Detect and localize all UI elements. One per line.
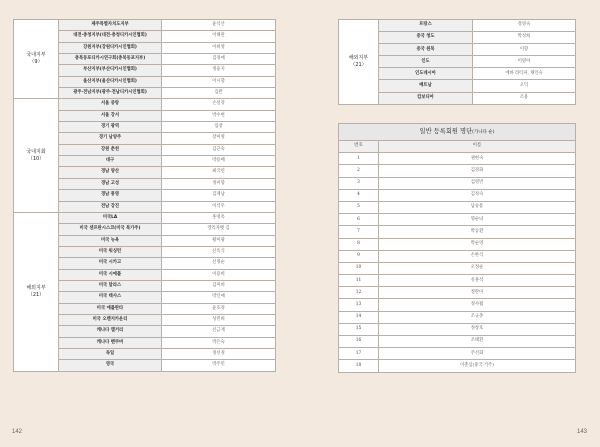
branch-name: 부산지부(부산디카시인협회) [59,65,162,76]
branch-head-name: 오덕 [473,80,576,92]
page-number-right: 143 [576,429,587,435]
table-row [339,336,576,348]
branch-name: 미국 워싱턴 [59,246,162,257]
page-number-left: 142 [12,429,23,435]
branch-name: 독일 [59,348,162,359]
column-header-number: 번호 [339,141,379,153]
branch-name: 캄보디아 [379,92,473,104]
member-name: 조태환 [379,336,576,348]
group-label: 해외지부 （21） [14,212,59,371]
overseas-branch-table [338,19,576,105]
branch-name: 베트남 [379,80,473,92]
branch-name: 미국 오렌지카운티 [59,314,162,325]
branch-head-name: 신금재 [162,326,276,337]
branch-head-name: 장미영 [162,133,276,144]
branch-name: 영국 [59,360,162,371]
branch-head-name: 이희영 [162,42,276,53]
table-row [339,177,576,189]
branch-name: 미국 시카고 [59,258,162,269]
member-name: 유홍석 [379,275,576,287]
branch-head-name: 정선경 [162,348,276,359]
branch-name: 미국 애틀란타 [59,303,162,314]
branch-name: 강원 춘천 [59,144,162,155]
member-name: 김경화 [379,165,576,177]
table-row [339,238,576,250]
table-row [339,299,576,311]
branch-name: 경남 통영 [59,190,162,201]
member-number: 13 [339,299,379,311]
branch-name: 미국 뉴욕 [59,235,162,246]
member-name: 조규춘 [379,311,576,323]
general-members-table [338,123,576,373]
branch-name: 경남 양산 [59,167,162,178]
member-name: 권현숙 [379,153,576,165]
table-row [339,153,576,165]
branch-head-name: 황미광 [162,235,276,246]
member-name: 정창호 [379,323,576,335]
branch-head-name: 조용 [473,92,576,104]
table-row [14,212,276,223]
branch-name: 전남 강진 [59,201,162,212]
general-members-subtitle: (가나다 순) [472,129,495,135]
branch-head-name: 강영숙 [473,20,576,32]
branch-head-name: 성민희 [162,314,276,325]
branch-name: 중국 청도 [379,32,473,44]
member-number: 3 [339,177,379,189]
branch-head-name: 정윤지 [162,65,276,76]
branch-head-name: 임창 [162,122,276,133]
branch-name: 대전·충청지부(대전·충청디카시인협회) [59,31,162,42]
column-header-name: 이름 [379,141,576,153]
table-row [339,262,576,274]
branch-head-name: 에바 라티파, 채인숙 [473,68,576,80]
branch-head-name: 이영아 [473,56,576,68]
member-name: 정란미 [379,287,576,299]
table-row [339,250,576,262]
member-number: 1 [339,153,379,165]
general-members-title [339,124,576,141]
branch-head-name: 신옥식 [162,246,276,257]
branch-head-name: 김경애 [162,54,276,65]
member-name: 박동환 [379,226,576,238]
branch-name: 제주특별자치도지부 [59,20,162,31]
member-number: 7 [339,226,379,238]
member-name: 남승룡 [379,201,576,213]
branch-head-name: 김근숙 [162,144,276,155]
member-number: 16 [339,336,379,348]
member-name: 주선화 [379,348,576,360]
branch-name: 경기 광역 [59,122,162,133]
branch-name: 캐나다 캘거리 [59,326,162,337]
branch-head-name: 윤석산 [162,20,276,31]
branch-head-name: 이용희 [162,269,276,280]
branch-head-name: 손설강 [162,99,276,110]
branch-name: 경기 남양주 [59,133,162,144]
table-row [339,201,576,213]
member-name: 이춘심(중국 거주) [379,360,576,372]
member-number: 14 [339,311,379,323]
table-row [339,348,576,360]
branch-name: 중국 원북 [379,44,473,56]
branch-head-name: 이석우 [162,201,276,212]
table-row [339,323,576,335]
branch-table-left [13,19,276,372]
branch-head-name: 이시향 [162,76,276,87]
branch-head-name: 박수현 [162,110,276,121]
member-number: 4 [339,189,379,201]
branch-name: 미국 시애틀 [59,269,162,280]
branch-name: 미국 텍사스 [59,292,162,303]
member-number: 2 [339,165,379,177]
branch-head-name: 이향 [473,44,576,56]
member-number: 9 [339,250,379,262]
branch-head-name: 김재남 [162,190,276,201]
branch-name: 경남 고성 [59,178,162,189]
member-number: 12 [339,287,379,299]
table-row [14,99,276,110]
member-name: 오정순 [379,262,576,274]
member-number: 17 [339,348,379,360]
branch-head-name: 김완 [162,88,276,99]
table-row [339,20,576,32]
table-row [339,226,576,238]
branch-head-name: 윤호경 [162,303,276,314]
branch-head-name: 신정순 [162,258,276,269]
table-row [339,360,576,372]
branch-head-name: 김미희 [162,280,276,291]
branch-head-name: 홍영옥 [162,212,276,223]
table-row [339,189,576,201]
table-row [14,20,276,31]
member-number: 18 [339,360,379,372]
branch-head-name: 정미향 [162,178,276,189]
member-name: 명순녀 [379,214,576,226]
branch-name: 대구 [59,156,162,167]
branch-name: 울산지부(울산디카시인협회) [59,76,162,87]
branch-name: 캐나다 밴쿠버 [59,337,162,348]
branch-head-name: 이태관 [162,31,276,42]
branch-name: 미국LA [59,212,162,223]
member-name: 정사월 [379,299,576,311]
member-number: 6 [339,214,379,226]
table-row [339,287,576,299]
member-name: 김정숙 [379,189,576,201]
member-number: 15 [339,323,379,335]
table-row [339,275,576,287]
branch-name: 미국 달라스 [59,280,162,291]
member-number: 8 [339,238,379,250]
table-row [339,214,576,226]
branch-head-name: 박은숙 [162,337,276,348]
branch-name: 프랑스 [379,20,473,32]
branch-head-name: 박주민 [162,360,276,371]
member-number: 10 [339,262,379,274]
branch-head-name: 박용배 [162,156,276,167]
branch-name: 인도 [379,56,473,68]
table-row [339,311,576,323]
member-number: 5 [339,201,379,213]
member-name: 손한식 [379,250,576,262]
branch-name: 충북동포디카시연구회(충북동포지부) [59,54,162,65]
branch-name: 미국 샌프란시스코(미국 북가주) [59,224,162,235]
general-members-title-text: 일반 등록회원 명단 [419,127,473,135]
member-name: 박순영 [379,238,576,250]
member-name: 김영빈 [379,177,576,189]
branch-head-name: 최국연 [162,167,276,178]
table-row [339,165,576,177]
branch-name: 서울 중랑 [59,99,162,110]
branch-name: 인도네시아 [379,68,473,80]
member-number: 11 [339,275,379,287]
branch-name: 광주·전남지부(광주·전남디카시인협회) [59,88,162,99]
branch-name: 강원지부(강원디카시인협회) [59,42,162,53]
group-label: 국내지부 （9） [14,20,59,99]
branch-name: 서울 강서 [59,110,162,121]
group-label: 해외지부 （21） [339,20,379,105]
branch-head-name: 박인애 [162,292,276,303]
branch-head-name: 엘리자벳 김 [162,224,276,235]
branch-head-name: 박성희 [473,32,576,44]
group-label: 국내지회 （10） [14,99,59,212]
